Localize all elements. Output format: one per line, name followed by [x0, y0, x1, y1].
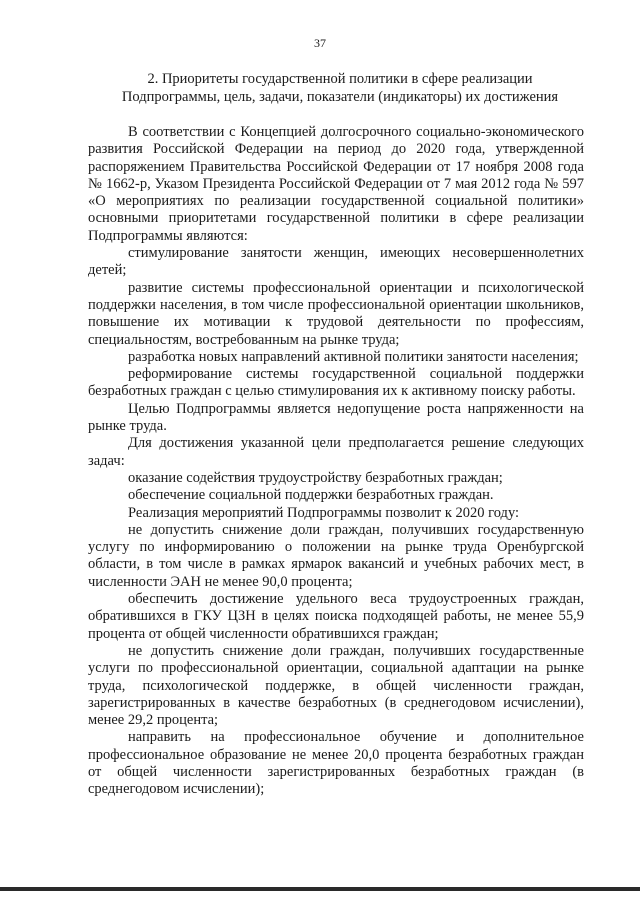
page-number: 37: [314, 36, 326, 50]
paragraph: не допустить снижение доли граждан, получивших государственную услугу по информированию о положении на рынке труда Оренбургской области, в том числе в рамках ярмарок вакансий и учебных рабочих мест, в численности ЭАН не менее 90,0 процента;: [88, 521, 584, 590]
paragraph: направить на профессиональное обучение и дополнительное профессиональное образование не менее 20,0 процента безработных граждан от общей численности зарегистрированных безработных граждан (в среднегодовом исчислении);: [88, 729, 584, 798]
heading-line: 2. Приоритеты государственной политики в сфере реализации: [147, 71, 533, 87]
paragraph: обеспечение социальной поддержки безработных граждан.: [128, 487, 494, 504]
paragraph: Целью Подпрограммы является недопущение роста напряженности на рынке труда.: [88, 400, 584, 435]
paragraph: оказание содействия трудоустройству безработных граждан;: [128, 469, 503, 486]
body-text: [88, 124, 584, 799]
paragraph: Для достижения указанной цели предполагается решение следующих задач:: [88, 435, 584, 469]
paragraph: развитие системы профессиональной ориентации и психологической поддержки населения, в том числе профессиональной ориентации школьников, повышение их мотивации к трудовой деятельности по профессиям, специальностям, востребованным на рынке труда;: [88, 279, 584, 348]
paragraph: Реализация мероприятий Подпрограммы позволит к 2020 году:: [128, 504, 520, 521]
section-heading: [108, 70, 572, 106]
paragraph: реформирование системы государственной социальной поддержки безработных граждан с целью стимулирования их к активному поиску работы.: [88, 366, 584, 400]
paragraph: не допустить снижение доли граждан, получивших государственные услуги по профессиональной ориентации, социальной адаптации на рынке труда, психологической поддержке, в общей численности граждан, зарегистрированных в качестве безработных (в среднегодовом исчислении), менее 29,2 процента;: [88, 642, 584, 729]
paragraph: разработка новых направлений активной политики занятости населения;: [128, 348, 579, 365]
paragraph: обеспечить достижение удельного веса трудоустроенных граждан, обратившихся в ГКУ ЦЗН в целях поиска подходящей работы, не менее 55,9 процента от общей численности обратившихся граждан;: [88, 591, 584, 642]
bottom-rule: [0, 887, 640, 891]
paragraph: В соответствии с Концепцией долгосрочного социально-экономического развития Российской Федерации на период до 2020 года, утвержденной распоряжением Правительства Российской Федерации от 17 ноября 2008 года № 1662-р, Указом Президента Российской Федерации от 7 мая 2012 года № 597 «О мероприятиях по реализации государственной социальной политики» основными приоритетами государственной политики в сфере реализации Подпрограммы являются:: [88, 124, 584, 244]
paragraph: стимулирование занятости женщин, имеющих несовершеннолетних детей;: [88, 245, 584, 279]
heading-line: Подпрограммы, цель, задачи, показатели (индикаторы) их достижения: [121, 89, 559, 105]
